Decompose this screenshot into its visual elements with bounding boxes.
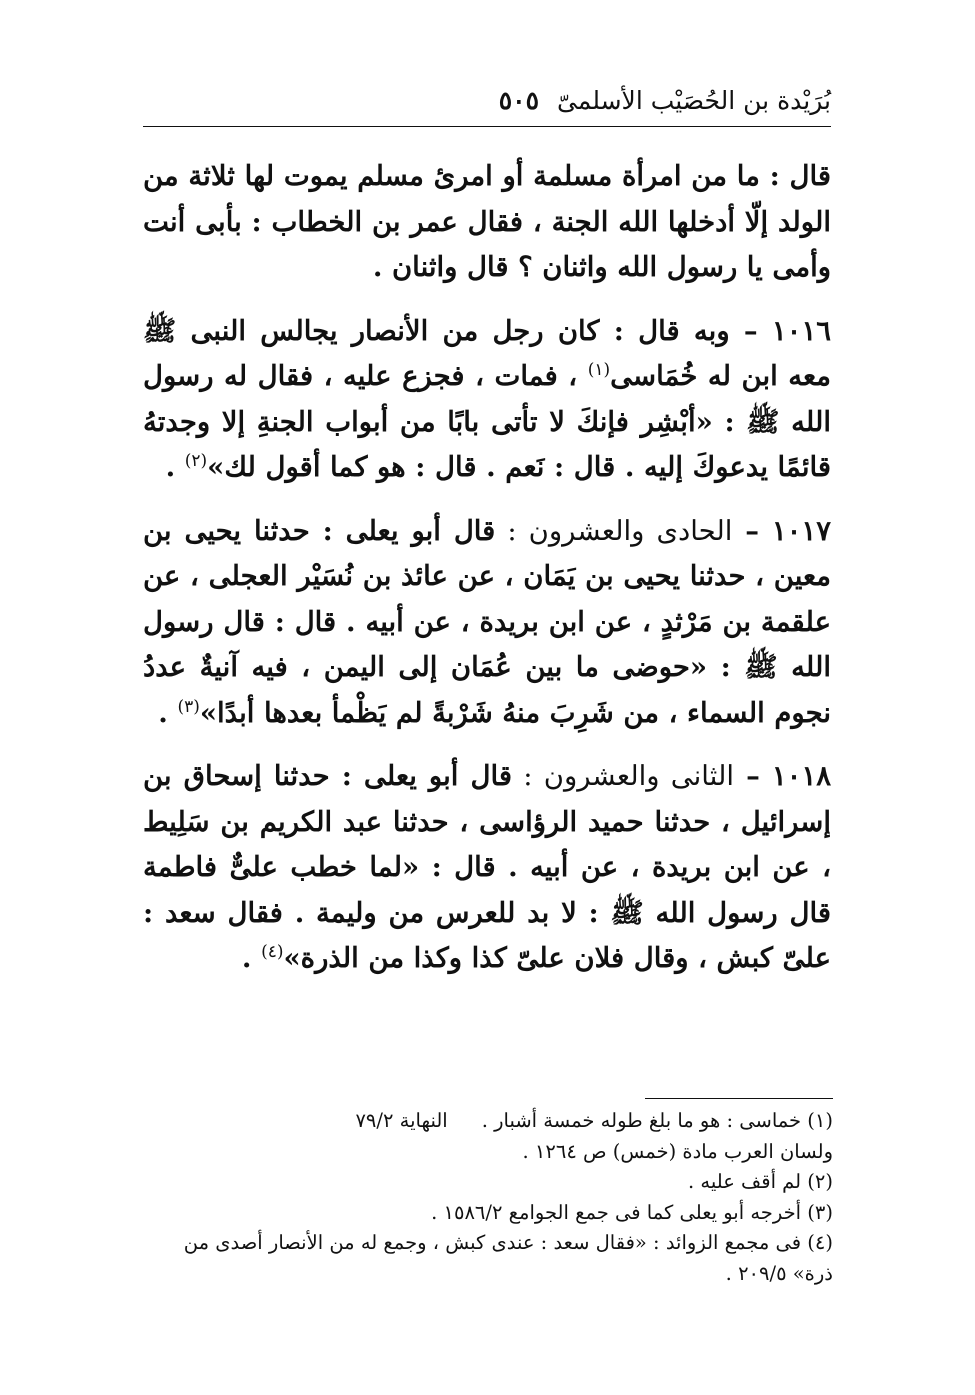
- footnote-text: ولسان العرب مادة (خمس) ص ١٢٦٤ .: [522, 1139, 833, 1163]
- page-header: [143, 80, 831, 120]
- footnote-1: [143, 1106, 833, 1137]
- paragraph-end: .: [241, 942, 262, 974]
- page-number: ٥٠٥: [498, 85, 540, 115]
- footnote-text: (٣) أخرجه أبو يعلى كما فى جمع الجوامع ١٥٨٦/٢ .: [431, 1200, 833, 1224]
- running-title: بُرَيْدة بن الحُصَيْب الأسلمىّ: [557, 85, 831, 115]
- section-label: الحادى والعشرون :: [495, 514, 733, 547]
- footnote-source: النهاية ٧٩/٢: [355, 1109, 448, 1132]
- paragraph-1017: [143, 509, 831, 737]
- hadith-number: ١٠١٧ –: [732, 514, 831, 547]
- hadith-number: ١٠١٨ –: [734, 760, 831, 792]
- paragraph-text: قال أبو يعلى : حدثنا إسحاق بن إسرائيل ، حدثنا حميد الرؤاسى ، حدثنا عبد الكريم بن سَلِيط ، عن ابن بريدة ، عن أبيه . قال : «لما خطب علىٌّ فاطمة قال رسول الله ﷺ : لا بد للعرس من وليمة . فقال سعد : علىّ كبش ، وقال فلان علىّ كذا وكذا من الذرة»: [143, 760, 831, 974]
- section-label: الثانى والعشرون :: [512, 760, 735, 792]
- footnote-ref-4[interactable]: (٤): [261, 941, 284, 962]
- footnotes: [143, 1106, 833, 1289]
- footnote-ref-1[interactable]: (١): [587, 359, 611, 380]
- footnote-4: [143, 1228, 833, 1289]
- main-text: [143, 154, 831, 1000]
- footnote-text: (٢) لم أقف عليه .: [688, 1170, 833, 1193]
- paragraph-1016: [143, 309, 831, 491]
- footnote-1-continued: [143, 1137, 833, 1168]
- paragraph-1: [143, 154, 831, 291]
- paragraph-text: ، فمات ، فجزع عليه ، فقال له رسول الله ﷺ : «أبْشِر فإنكَ لا تأتى بابًا من أبواب الجنةِ إلا وجدتهُ قائمًا يدعوكَ إليه . قال : نَعم . قال : هو كما أقول لك»: [143, 360, 831, 483]
- paragraph-end: .: [165, 451, 185, 483]
- paragraph-text: ١٠١٦ – وبه قال : كان رجل من الأنصار يجالس النبى ﷺ معه ابن له خُمَاسى: [143, 314, 831, 392]
- paragraph-text: قال أبو يعلى : حدثنا يحيى بن معين ، حدثنا يحيى بن يَمَان ، عن عائذ بن نُسَيْر العجلى ، عن علقمة بن مَرْثدٍ ، عن ابن بريدة ، عن أبيه . قال : قال رسول الله ﷺ : «حوضى ما بين عُمَان إلى اليمن ، فيه آنيةٌ عددُ نجوم السماء ، من شَرِبَ منهُ شَرْبةً لم يَظْمأ بعدها أبدًا»: [143, 514, 831, 729]
- paragraph-end: .: [158, 696, 178, 729]
- paragraph-1018: [143, 754, 831, 982]
- footnote-2: [143, 1167, 833, 1198]
- footnote-ref-2[interactable]: (٢): [184, 450, 208, 471]
- header-divider: [143, 126, 831, 127]
- footnote-3: [143, 1198, 833, 1229]
- footnote-text: (١) خماسى : هو ما بلغ طوله خمسة أشبار .: [481, 1109, 833, 1132]
- footnote-text: (٤) فى مجمع الزوائد : «فقال سعد : عندى كبش ، وجمع له من الأنصار أصدى من ذرة» ٢٠٩/٥ .: [183, 1231, 833, 1285]
- footnote-divider: [645, 1098, 833, 1099]
- footnote-ref-3[interactable]: (٣): [177, 696, 200, 717]
- paragraph-text: قال : ما من امرأة مسلمة أو امرئ مسلم يموت لها ثلاثة من الولد إلّا أدخلها الله الجنة ، فقال عمر بن الخطاب : بأبى أنت وأمى يا رسول الله واثنان ؟ قال واثنان .: [143, 160, 831, 283]
